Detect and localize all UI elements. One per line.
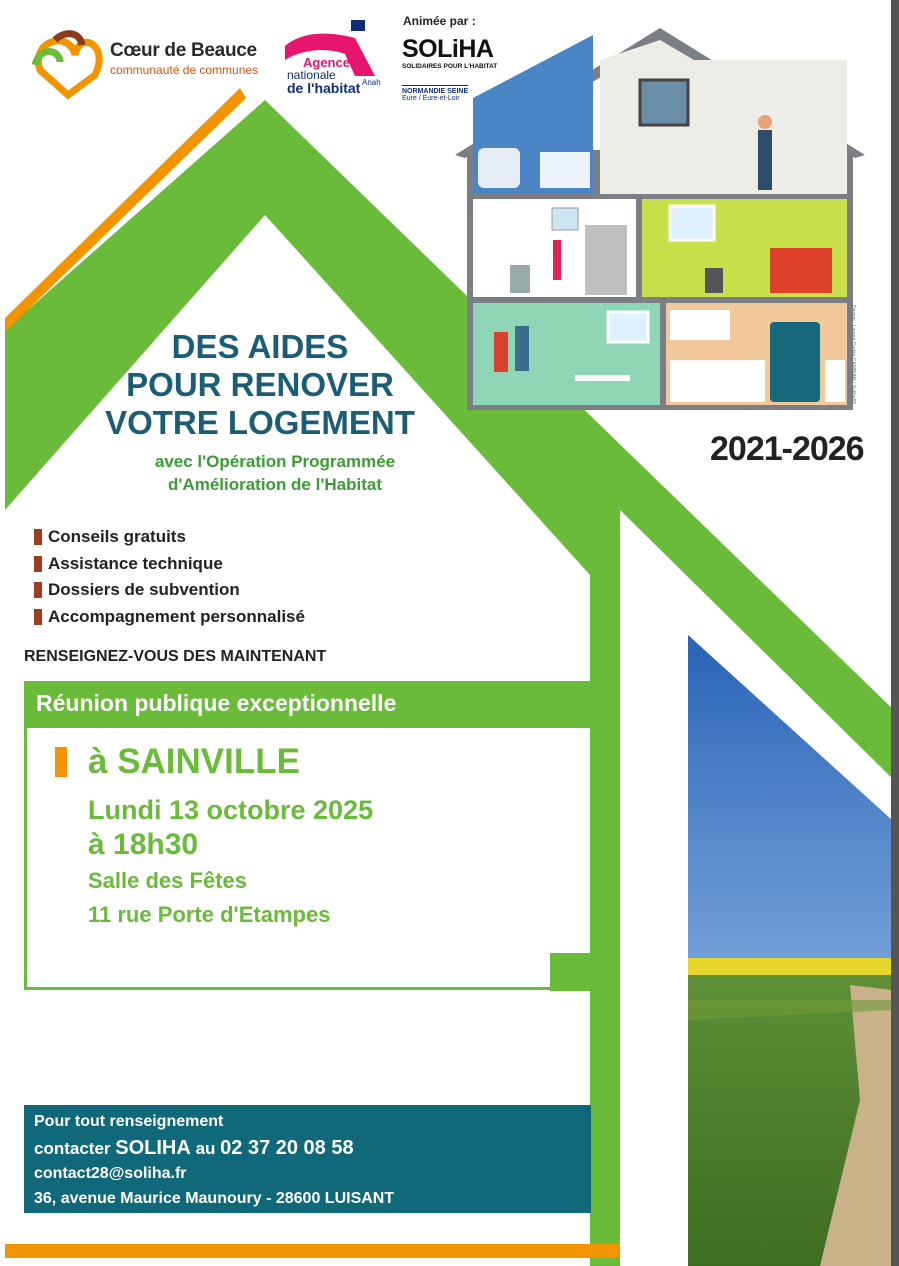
headline-line3: VOTRE LOGEMENT [105,404,415,441]
anah-tag: Anah [362,78,381,87]
headline-line1: DES AIDES [171,328,349,365]
meeting-time: à 18h30 [88,828,199,861]
period-label: 2021-2026 [710,430,864,468]
anah-text [287,56,387,95]
contact-address: 36, avenue Maurice Maunoury - 28600 LUISANT [34,1190,395,1207]
feature-item [34,604,305,631]
animated-by-label: Animée par : [403,14,476,28]
contact-email[interactable]: contact28@soliha.fr [34,1165,187,1182]
soliha-region: NORMANDIE SEINE [402,85,468,95]
call-to-action: RENSEIGNEZ-VOUS DES MAINTENANT [24,648,327,665]
feature-item [34,524,305,551]
cdb-logo [110,40,258,77]
bullet-icon [34,529,42,545]
cdb-name: Cœur de Beauce [110,40,257,61]
headline [40,328,480,442]
subheadline-line2: d'Amélioration de l'Habitat [168,475,382,494]
bullet-icon [34,582,42,598]
contact-intro: Pour tout renseignement [34,1113,224,1130]
bullet-icon [34,609,42,625]
headline-line2: POUR RENOVER [126,366,394,403]
contact-prefix: contacter [34,1139,111,1158]
contact-org: SOLIHA [115,1137,191,1159]
meeting-venue: Salle des Fêtes [88,868,247,893]
cdb-logo-icon [35,34,99,95]
contact-line [34,1137,591,1165]
soliha-logo: SOLiHA [402,35,494,63]
design-credit: Design : Lorena Cortés CAMBIAN / Soliha55 [850,305,856,405]
meeting-accent-bar [55,747,67,777]
soliha-departments: Eure / Eure-et-Loir [402,95,460,102]
features-list [34,524,305,630]
cdb-subtitle: communauté de communes [110,63,259,77]
bottom-orange-bar [5,1244,620,1258]
subheadline-line1: avec l'Opération Programmée [154,452,396,471]
subheadline [80,450,470,496]
feature-label: Accompagnement personnalisé [48,606,305,626]
meeting-title: Réunion publique exceptionnelle [24,681,594,728]
bullet-icon [34,556,42,572]
contact-phone[interactable]: 02 37 20 08 58 [220,1137,354,1159]
contact-box [24,1105,591,1213]
house-illustration [455,28,865,410]
anah-line3: de l'habitat [287,80,361,96]
soliha-tagline: SOLIDAIRES POUR L'HABITAT [402,63,498,70]
feature-label: Assistance technique [48,553,223,573]
meeting-place: à SAINVILLE [88,742,300,781]
anah-line2: nationale [287,68,336,82]
meeting-corner-accent [550,953,594,991]
meeting-address: 11 rue Porte d'Etampes [88,902,331,927]
contact-mid: au [195,1139,216,1158]
feature-label: Conseils gratuits [48,527,186,547]
feature-label: Dossiers de subvention [48,580,240,600]
anah-line1: Agence [303,55,350,70]
feature-item [34,577,305,604]
meeting-date: Lundi 13 octobre 2025 [88,795,374,825]
feature-item [34,551,305,578]
